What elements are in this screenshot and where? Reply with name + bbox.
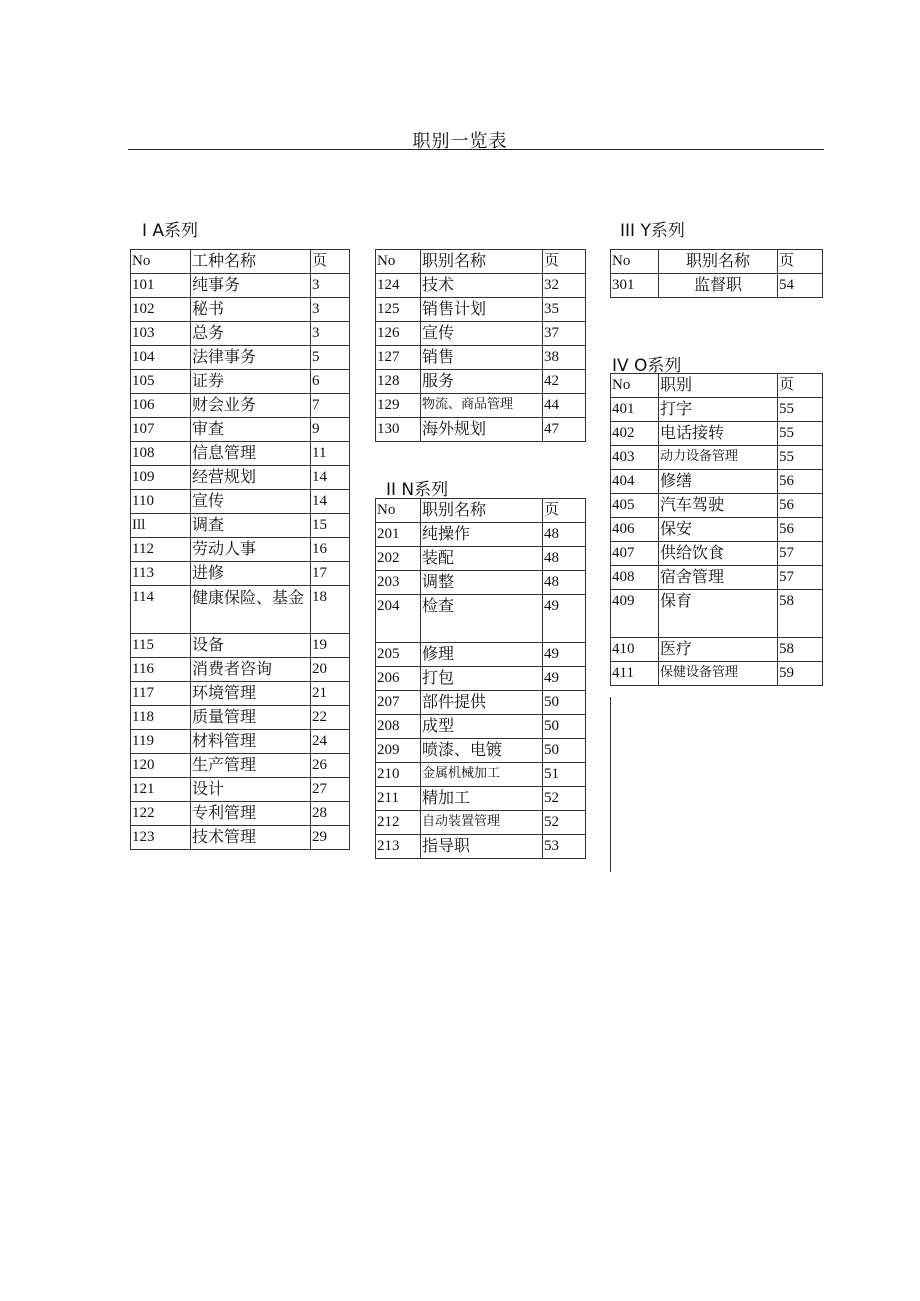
- cell-no: 108: [131, 442, 191, 466]
- cell-name: 保安: [659, 518, 778, 542]
- cell-name: 喷漆、电镀: [421, 739, 543, 763]
- table-row: [131, 754, 350, 778]
- table-row: [611, 518, 823, 542]
- table-row: [611, 638, 823, 662]
- table-row: [131, 274, 350, 298]
- cell-no: Ill: [131, 514, 191, 538]
- cell-name: 自动装置管理: [421, 811, 543, 835]
- cell-no: 105: [131, 370, 191, 394]
- cell-name: 健康保险、基金: [191, 586, 311, 634]
- series-y-table: [610, 249, 823, 298]
- table-row: [131, 370, 350, 394]
- series-n-table: [375, 498, 586, 859]
- cell-name: 法律事务: [191, 346, 311, 370]
- cell-page: 3: [311, 274, 350, 298]
- series-o-table: [610, 373, 823, 686]
- cell-name: 信息管理: [191, 442, 311, 466]
- cell-name: 装配: [421, 547, 543, 571]
- cell-name: 纯操作: [421, 523, 543, 547]
- table-row: [611, 398, 823, 422]
- table-row: [131, 730, 350, 754]
- cell-no: 207: [376, 691, 421, 715]
- table-row: [376, 595, 586, 643]
- cell-name: 宿舍管理: [659, 566, 778, 590]
- cell-no: 119: [131, 730, 191, 754]
- cell-page: 9: [311, 418, 350, 442]
- cell-name: 调整: [421, 571, 543, 595]
- header-cell-name: 职别: [659, 374, 778, 398]
- table-header-row: [611, 374, 823, 398]
- cell-page: 49: [543, 595, 586, 643]
- cell-name: 财会业务: [191, 394, 311, 418]
- table-row: [376, 763, 586, 787]
- header-cell-page: 页: [543, 250, 586, 274]
- header-cell-name: 工种名称: [191, 250, 311, 274]
- cell-page: 55: [778, 398, 823, 422]
- cell-page: 20: [311, 658, 350, 682]
- table-row: [131, 778, 350, 802]
- cell-no: 115: [131, 634, 191, 658]
- cell-no: 411: [611, 662, 659, 686]
- page-title: 职别一览表: [412, 131, 508, 152]
- table-row: [611, 662, 823, 686]
- table-row: [376, 547, 586, 571]
- cell-page: 7: [311, 394, 350, 418]
- cell-name: 医疗: [659, 638, 778, 662]
- cell-name: 供给饮食: [659, 542, 778, 566]
- table-row: [611, 422, 823, 446]
- table-row: [376, 394, 586, 418]
- table-row: [376, 715, 586, 739]
- header-cell-page: 页: [311, 250, 350, 274]
- cell-page: 55: [778, 446, 823, 470]
- cell-name: 成型: [421, 715, 543, 739]
- header-cell-no: No: [376, 250, 421, 274]
- header-cell-page: 页: [543, 499, 586, 523]
- cell-page: 49: [543, 643, 586, 667]
- table-row: [376, 835, 586, 859]
- header-cell-page: 页: [778, 374, 823, 398]
- cell-name: 海外规划: [421, 418, 543, 442]
- cell-name: 总务: [191, 322, 311, 346]
- cell-page: 52: [543, 787, 586, 811]
- cell-page: 57: [778, 566, 823, 590]
- table-row: [131, 394, 350, 418]
- cell-page: 14: [311, 466, 350, 490]
- cell-name: 部件提供: [421, 691, 543, 715]
- table-row: [376, 667, 586, 691]
- table-row: [131, 802, 350, 826]
- cell-name: 修理: [421, 643, 543, 667]
- table-row: [131, 466, 350, 490]
- table-row: [131, 826, 350, 850]
- title-rule: [128, 149, 824, 150]
- cell-page: 48: [543, 547, 586, 571]
- cell-no: 123: [131, 826, 191, 850]
- table-row: [376, 787, 586, 811]
- table-row: [376, 811, 586, 835]
- table-row: [376, 523, 586, 547]
- cell-name: 技术管理: [191, 826, 311, 850]
- cell-name: 技术: [421, 274, 543, 298]
- cell-page: 48: [543, 523, 586, 547]
- cell-page: 11: [311, 442, 350, 466]
- cell-name: 宣传: [191, 490, 311, 514]
- cell-no: 203: [376, 571, 421, 595]
- table-row: [611, 274, 823, 298]
- cell-name: 质量管理: [191, 706, 311, 730]
- cell-page: 37: [543, 322, 586, 346]
- cell-name: 物流、商品管理: [421, 394, 543, 418]
- cell-page: 17: [311, 562, 350, 586]
- cell-page: 56: [778, 494, 823, 518]
- cell-no: 407: [611, 542, 659, 566]
- cell-name: 销售: [421, 346, 543, 370]
- cell-page: 32: [543, 274, 586, 298]
- cell-page: 29: [311, 826, 350, 850]
- cell-page: 58: [778, 638, 823, 662]
- cell-name: 消费者咨询: [191, 658, 311, 682]
- cell-no: 113: [131, 562, 191, 586]
- cell-no: 120: [131, 754, 191, 778]
- cell-no: 101: [131, 274, 191, 298]
- table-row: [376, 739, 586, 763]
- cell-no: 301: [611, 274, 659, 298]
- series-y-heading: III Y系列: [620, 221, 685, 241]
- cell-page: 57: [778, 542, 823, 566]
- cell-no: 125: [376, 298, 421, 322]
- cell-page: 35: [543, 298, 586, 322]
- cell-no: 127: [376, 346, 421, 370]
- cell-no: 201: [376, 523, 421, 547]
- cell-page: 15: [311, 514, 350, 538]
- cell-no: 405: [611, 494, 659, 518]
- table-row: [376, 643, 586, 667]
- table-row: [376, 346, 586, 370]
- table-row: [131, 514, 350, 538]
- cell-no: 410: [611, 638, 659, 662]
- cell-name: 设计: [191, 778, 311, 802]
- table-row: [376, 298, 586, 322]
- cell-page: 18: [311, 586, 350, 634]
- cell-name: 经营规划: [191, 466, 311, 490]
- cell-name: 动力设备管理: [659, 446, 778, 470]
- cell-page: 44: [543, 394, 586, 418]
- table-header-row: [131, 250, 350, 274]
- cell-no: 122: [131, 802, 191, 826]
- cell-no: 102: [131, 298, 191, 322]
- cell-name: 汽车驾驶: [659, 494, 778, 518]
- cell-page: 5: [311, 346, 350, 370]
- cell-no: 110: [131, 490, 191, 514]
- cell-name: 审查: [191, 418, 311, 442]
- cell-page: 54: [778, 274, 823, 298]
- table-header-row: [376, 499, 586, 523]
- header-cell-no: No: [611, 374, 659, 398]
- cell-page: 59: [778, 662, 823, 686]
- cell-page: 50: [543, 691, 586, 715]
- cell-page: 49: [543, 667, 586, 691]
- table-row: [376, 322, 586, 346]
- cell-no: 212: [376, 811, 421, 835]
- cell-name: 秘书: [191, 298, 311, 322]
- cell-no: 104: [131, 346, 191, 370]
- table-row: [376, 274, 586, 298]
- cell-page: 52: [543, 811, 586, 835]
- cell-page: 27: [311, 778, 350, 802]
- cell-no: 404: [611, 470, 659, 494]
- cell-no: 403: [611, 446, 659, 470]
- cell-no: 103: [131, 322, 191, 346]
- cell-page: 6: [311, 370, 350, 394]
- cell-no: 204: [376, 595, 421, 643]
- cell-no: 117: [131, 682, 191, 706]
- header-cell-no: No: [376, 499, 421, 523]
- cell-page: 42: [543, 370, 586, 394]
- cell-no: 209: [376, 739, 421, 763]
- table-row: [131, 658, 350, 682]
- cell-page: 24: [311, 730, 350, 754]
- cell-no: 401: [611, 398, 659, 422]
- cell-name: 打包: [421, 667, 543, 691]
- header-cell-name: 职别名称: [659, 250, 778, 274]
- table-row: [131, 538, 350, 562]
- cell-name: 监督职: [659, 274, 778, 298]
- cell-no: 213: [376, 835, 421, 859]
- cell-name: 电话接转: [659, 422, 778, 446]
- cell-name: 保健设备管理: [659, 662, 778, 686]
- cell-no: 406: [611, 518, 659, 542]
- cell-name: 环境管理: [191, 682, 311, 706]
- cell-page: 21: [311, 682, 350, 706]
- cell-name: 生产管理: [191, 754, 311, 778]
- cell-no: 208: [376, 715, 421, 739]
- cell-page: 55: [778, 422, 823, 446]
- series-o-heading: IV O系列: [612, 356, 682, 376]
- header-cell-page: 页: [778, 250, 823, 274]
- table-row: [131, 634, 350, 658]
- cell-no: 106: [131, 394, 191, 418]
- series-n-heading: II N系列: [386, 480, 449, 500]
- cell-page: 14: [311, 490, 350, 514]
- cell-page: 47: [543, 418, 586, 442]
- cell-no: 112: [131, 538, 191, 562]
- table-row: [611, 494, 823, 518]
- cell-name: 检查: [421, 595, 543, 643]
- cell-name: 指导职: [421, 835, 543, 859]
- cell-page: 19: [311, 634, 350, 658]
- cell-name: 打字: [659, 398, 778, 422]
- header-cell-name: 职别名称: [421, 250, 543, 274]
- cell-name: 进修: [191, 562, 311, 586]
- cell-no: 129: [376, 394, 421, 418]
- cell-no: 210: [376, 763, 421, 787]
- cell-page: 56: [778, 470, 823, 494]
- cell-name: 精加工: [421, 787, 543, 811]
- series-a-heading: I A系列: [142, 221, 199, 241]
- table-row: [376, 418, 586, 442]
- cell-page: 50: [543, 739, 586, 763]
- cell-no: 128: [376, 370, 421, 394]
- cell-no: 107: [131, 418, 191, 442]
- cell-name: 材料管理: [191, 730, 311, 754]
- cell-no: 124: [376, 274, 421, 298]
- cell-name: 修缮: [659, 470, 778, 494]
- cell-name: 设备: [191, 634, 311, 658]
- cell-no: 408: [611, 566, 659, 590]
- cell-no: 206: [376, 667, 421, 691]
- cell-page: 51: [543, 763, 586, 787]
- cell-name: 劳动人事: [191, 538, 311, 562]
- table-row: [131, 586, 350, 634]
- table-row: [376, 691, 586, 715]
- cell-page: 3: [311, 322, 350, 346]
- cell-name: 保育: [659, 590, 778, 638]
- cell-no: 130: [376, 418, 421, 442]
- cell-name: 宣传: [421, 322, 543, 346]
- cell-page: 56: [778, 518, 823, 542]
- table-row: [376, 571, 586, 595]
- cell-no: 116: [131, 658, 191, 682]
- table-row: [376, 370, 586, 394]
- cell-page: 22: [311, 706, 350, 730]
- cell-no: 114: [131, 586, 191, 634]
- table-row: [611, 590, 823, 638]
- table-row: [611, 446, 823, 470]
- cell-page: 48: [543, 571, 586, 595]
- cell-page: 26: [311, 754, 350, 778]
- cell-name: 纯事务: [191, 274, 311, 298]
- cell-no: 109: [131, 466, 191, 490]
- cell-name: 证券: [191, 370, 311, 394]
- cell-page: 53: [543, 835, 586, 859]
- table-row: [131, 682, 350, 706]
- cell-no: 202: [376, 547, 421, 571]
- header-cell-no: No: [131, 250, 191, 274]
- cell-no: 211: [376, 787, 421, 811]
- table-row: [131, 706, 350, 730]
- cell-name: 服务: [421, 370, 543, 394]
- cell-no: 126: [376, 322, 421, 346]
- table-row: [131, 298, 350, 322]
- cell-no: 121: [131, 778, 191, 802]
- series-a-continued-table: [375, 249, 586, 442]
- table-row: [611, 470, 823, 494]
- cell-page: 50: [543, 715, 586, 739]
- table-row: [131, 346, 350, 370]
- table-row: [131, 418, 350, 442]
- table-row: [611, 542, 823, 566]
- cell-name: 销售计划: [421, 298, 543, 322]
- cell-name: 专利管理: [191, 802, 311, 826]
- cell-page: 58: [778, 590, 823, 638]
- cell-name: 金属机械加工: [421, 763, 543, 787]
- cell-page: 38: [543, 346, 586, 370]
- table-row: [131, 490, 350, 514]
- cell-name: 调查: [191, 514, 311, 538]
- cell-page: 28: [311, 802, 350, 826]
- table-header-row: [376, 250, 586, 274]
- column-divider: [610, 697, 611, 872]
- cell-no: 402: [611, 422, 659, 446]
- table-row: [131, 322, 350, 346]
- cell-page: 16: [311, 538, 350, 562]
- header-cell-name: 职别名称: [421, 499, 543, 523]
- table-row: [611, 566, 823, 590]
- table-header-row: [611, 250, 823, 274]
- cell-no: 409: [611, 590, 659, 638]
- series-a-table: [130, 249, 350, 850]
- table-row: [131, 562, 350, 586]
- table-row: [131, 442, 350, 466]
- cell-page: 3: [311, 298, 350, 322]
- cell-no: 205: [376, 643, 421, 667]
- cell-no: 118: [131, 706, 191, 730]
- header-cell-no: No: [611, 250, 659, 274]
